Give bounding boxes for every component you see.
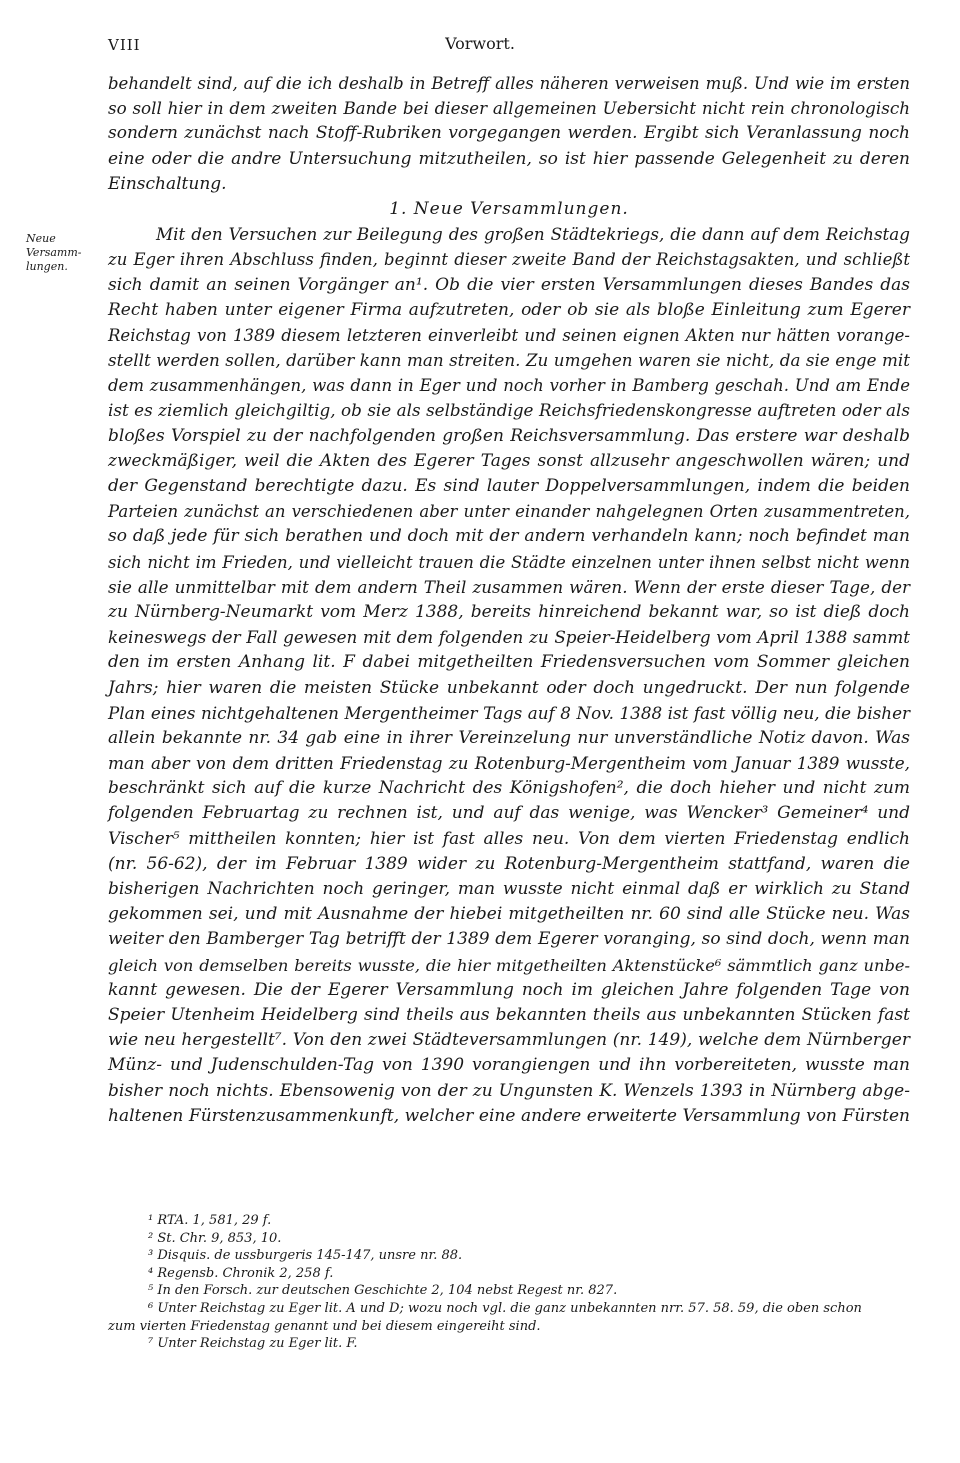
page-header: [0, 32, 960, 56]
body-line: ist es ziemlich gleichgiltig, ob sie als selbständige Reichsfriedenskongresse auftreten oder als: [108, 400, 910, 421]
body-line: (nr. 56-62), der im Februar 1389 wider zu Rotenburg-Mergentheim stattfand, waren die: [108, 853, 910, 874]
body-line: haltenen Fürstenzusammenkunft, welcher eine andere erweiterte Versammlung von Fürsten: [108, 1105, 910, 1126]
body-line: Jahrs; hier waren die meisten Stücke unbekannt oder doch ungedruckt. Der nun folgende: [108, 677, 910, 698]
body-line: beschränkt sich auf die kurze Nachricht des Königshofen², die doch hieher und nicht zum: [108, 778, 910, 799]
body-line: bisher noch nichts. Ebensowenig von der zu Ungunsten K. Wenzels 1393 in Nürnberg abge-: [108, 1080, 910, 1101]
body-line: folgenden Februartag zu rechnen ist, und auf das wenige, was Wencker³ Gemeiner⁴ und: [108, 803, 910, 824]
body-text: [108, 71, 910, 1129]
body-line: sich damit an seinen Vorgänger an¹. Ob die vier ersten Versammlungen dieses Bandes das: [108, 274, 910, 295]
body-line: Plan eines nichtgehaltenen Mergentheimer Tags auf 8 Nov. 1388 ist fast völlig neu, die bisher: [108, 702, 910, 723]
body-line: stellt werden sollen, darüber kann man streiten. Zu umgehen waren sie nicht, da sie enge mit: [108, 350, 910, 371]
body-line: bisherigen Nachrichten noch geringer, man wusste nicht einmal daß er wirklich zu Stand: [108, 879, 910, 899]
margin-note-line: Versamm-: [26, 246, 82, 259]
footnote: zum vierten Friedenstag genannt und bei diesem eingereiht sind.: [108, 1318, 541, 1334]
body-line: sondern zunächst nach Stoff-Rubriken vorgegangen werden. Ergibt sich Veranlassung noch: [108, 123, 910, 144]
footnote: ⁴ Regensb. Chronik 2, 258 f.: [148, 1265, 334, 1281]
body-line: weiter den Bamberger Tag betrifft der 1389 dem Egerer voranging, so sind doch, wenn man: [108, 929, 910, 950]
body-line: Recht haben unter eigener Firma aufzutreten, oder ob sie als bloße Einleitung zum Egerer: [108, 299, 910, 320]
body-line: allein bekannte nr. 34 gab eine in ihrer Vereinzelung nur unverständliche Notiz davon. Was: [108, 727, 910, 748]
body-line: den im ersten Anhang lit. F dabei mitgetheilten Friedensversuchen vom Sommer gleichen: [108, 652, 910, 673]
body-line: Vischer⁵ mittheilen konnten; hier ist fast alles neu. Von dem vierten Friedenstag endlich: [108, 828, 910, 849]
margin-note-line: Neue: [26, 232, 56, 245]
body-line: zu Eger ihren Abschluss finden, beginnt dieser zweite Band der Reichstagsakten, und schließt: [108, 250, 910, 270]
body-line: Speier Utenheim Heidelberg sind theils aus bekannten theils aus unbekannten Stücken fast: [108, 1004, 910, 1025]
body-line: Einschaltung.: [108, 173, 227, 194]
running-title: Vorwort.: [445, 34, 515, 53]
body-line: der Gegenstand berechtigte dazu. Es sind lauter Doppelversammlungen, indem die beiden: [108, 476, 910, 496]
body-line: Mit den Versuchen zur Beilegung des großen Städtekriegs, die dann auf dem Reichstag: [156, 224, 910, 245]
body-line: zweckmäßiger, weil die Akten des Egerer Tages sonst allzusehr angeschwollen wären; und: [108, 450, 910, 471]
body-line: keineswegs der Fall gewesen mit dem folgenden zu Speier-Heidelberg vom April 1388 sammt: [108, 627, 910, 648]
body-line: Münz- und Judenschulden-Tag von 1390 vorangiengen und ihn vorbereiteten, wusste man: [108, 1055, 910, 1076]
body-line: so soll hier in dem zweiten Bande bei dieser allgemeinen Uebersicht nicht rein chronologisch: [108, 98, 910, 119]
body-line: sich nicht im Frieden, und vielleicht trauen die Städte einzelnen unter ihnen selbst nicht wenn: [108, 552, 910, 572]
footnote: ¹ RTA. 1, 581, 29 f.: [148, 1213, 272, 1228]
body-line: wie neu hergestellt⁷. Von den zwei Städteversammlungen (nr. 149), welche dem Nürnberger: [108, 1030, 910, 1051]
body-line: man aber von dem dritten Friedenstag zu Rotenburg-Mergentheim vom Januar 1389 wusste,: [108, 753, 910, 774]
body-line: so daß jede für sich berathen und doch mit der andern verhandeln kann; noch befindet man: [108, 526, 910, 547]
body-line: bloßes Vorspiel zu der nachfolgenden großen Reichsversammlung. Das erstere war deshalb: [108, 425, 910, 446]
footnote: ⁶ Unter Reichstag zu Eger lit. A und D; wozu noch vgl. die ganz unbekannten nrr. 57. 58. 59, die oben schon: [148, 1300, 862, 1316]
footnote: ³ Disquis. de ussburgeris 145-147, unsre nr. 88.: [148, 1248, 463, 1264]
section-heading: 1. Neue Versammlungen.: [389, 198, 629, 219]
body-line: sie alle unmittelbar mit dem andern Theil zusammen wären. Wenn der erste dieser Tage, der: [108, 576, 910, 597]
body-line: Parteien zunächst an verschiedenen aber unter einander nahgelegnen Orten zusammentreten,: [108, 502, 910, 522]
footnotes: [108, 1212, 910, 1353]
body-line: kannt gewesen. Die der Egerer Versammlung noch im gleichen Jahre folgenden Tage von: [108, 979, 910, 1000]
body-line: gekommen sei, und mit Ausnahme der hiebei mitgetheilten nr. 60 sind alle Stücke neu. Was: [108, 904, 910, 925]
body-line: gleich von demselben bereits wusste, die hier mitgetheilten Aktenstücke⁶ sämmtlich ganz unbe-: [108, 955, 910, 975]
footnote: ² St. Chr. 9, 853, 10.: [148, 1230, 282, 1246]
body-line: zu Nürnberg-Neumarkt vom Merz 1388, bereits hinreichend bekannt war, so ist dieß doch: [108, 601, 910, 622]
body-line: Reichstag von 1389 diesem letzteren einverleibt und seinen eignen Akten nur hätten vorange-: [108, 325, 910, 345]
footnote: ⁷ Unter Reichstag zu Eger lit. F.: [148, 1336, 358, 1352]
body-line: eine oder die andre Untersuchung mitzutheilen, so ist hier passende Gelegenheit zu deren: [108, 148, 910, 169]
body-line: dem zusammenhängen, was dann in Eger und noch vorher in Bamberg geschah. Und am Ende: [108, 376, 910, 396]
page-number: VIII: [108, 36, 141, 54]
margin-note-line: lungen.: [26, 260, 68, 273]
margin-note: [26, 232, 90, 274]
body-line: behandelt sind, auf die ich deshalb in Betreff alles näheren verweisen muß. Und wie im ersten: [108, 74, 910, 93]
footnote: ⁵ In den Forsch. zur deutschen Geschichte 2, 104 nebst Regest nr. 827.: [148, 1283, 618, 1299]
